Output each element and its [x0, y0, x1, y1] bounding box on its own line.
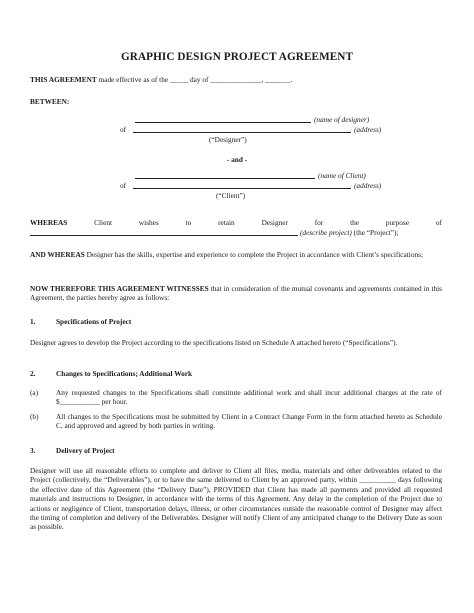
whereas-project-line: [30, 235, 298, 236]
whereas-project-hint: (describe project): [300, 228, 352, 237]
whereas-lead: WHEREAS: [30, 218, 68, 227]
and-whereas-lead: AND WHEREAS: [30, 250, 85, 259]
now-therefore-paragraph: [30, 284, 442, 303]
whereas-word: purpose: [385, 218, 409, 227]
item-label: (b): [30, 412, 39, 421]
whereas-word: wishes: [138, 218, 159, 227]
designer-address-line: [133, 132, 351, 133]
section-number: 2.: [30, 369, 36, 378]
whereas-word: Client: [94, 218, 112, 227]
now-therefore-lead: NOW THEREFORE THIS AGREEMENT WITNESSES: [30, 284, 209, 293]
section-body: Designer agrees to develop the Project according to the specifications listed on Schedule A attached hereto (“Specifications”).: [30, 338, 398, 347]
and-separator: - and -: [226, 155, 248, 164]
and-whereas-paragraph: [30, 250, 442, 259]
client-address-hint: (address): [354, 181, 382, 190]
client-name-hint: (name of Client): [318, 171, 366, 180]
designer-name-line: [135, 122, 311, 123]
whereas-word: retain: [218, 218, 235, 227]
section-heading: Delivery of Project: [56, 446, 115, 455]
whereas-line-2: [300, 228, 398, 237]
now-therefore-text: that in consideration of the mutual covenants and agreements contained in this Agreement, the parties hereby agree as follows:: [30, 284, 442, 303]
client-address-line: [133, 188, 351, 189]
whereas-line-1: [30, 218, 442, 227]
designer-label: (“Designer”): [209, 135, 247, 144]
designer-address-hint: (address): [354, 125, 382, 134]
whereas-word: for: [314, 218, 324, 227]
section-heading: Specifications of Project: [56, 317, 132, 326]
whereas-word: of: [435, 218, 442, 227]
item-text: All changes to the Specifications must be submitted by Client in a Contract Change Form in the form attached hereto as Schedule C, and approved and agreed by both parties in writing.: [56, 412, 442, 431]
client-name-line: [135, 178, 315, 179]
client-label: (“Client”): [216, 191, 246, 200]
whereas-project-tail: (the “Project”);: [353, 228, 399, 237]
between-label: BETWEEN:: [30, 97, 70, 106]
intro-lead: THIS AGREEMENT: [30, 75, 97, 84]
section-number: 3.: [30, 446, 36, 455]
section-number: 1.: [30, 317, 36, 326]
whereas-word: to: [185, 218, 192, 227]
and-whereas-text: Designer has the skills, expertise and experience to complete the Project in accordance with Client’s specifications;: [86, 250, 423, 259]
designer-name-hint: (name of designer): [314, 115, 370, 124]
item-label: (a): [30, 388, 39, 397]
designer-of: of: [120, 125, 127, 134]
section-heading: Changes to Specifications; Additional Work: [56, 369, 193, 378]
intro-line: [30, 75, 292, 84]
whereas-word: the: [350, 218, 360, 227]
client-of: of: [120, 181, 127, 190]
section-body: Designer will use all reasonable efforts to complete and deliver to Client all files, media, materials and other deliverables related to the Project (collectively, the “Deliverables”), or to have the same delivered to Client by an approved party, within __________ days following the effective date of this Agreement (the “Delivery Date”), PROVIDED that Client has made all payments and provided all requested materials and instructions to Designer, in accordance with the terms of this Agreement. Any delay in the completion of the Project due to actions or negligence of Client, transportation delays, illness, or other circumstances outside the reasonable control of Designer may affect the timing of completion and delivery of the Deliverables. Designer will notify Client of any anticipated change to the Delivery Date as soon as possible.: [30, 466, 442, 532]
whereas-word: Designer: [261, 218, 288, 227]
document-title: GRAPHIC DESIGN PROJECT AGREEMENT: [120, 51, 354, 63]
intro-text: made effective as of the _____ day of ______________, _______.: [98, 75, 293, 84]
item-text: Any requested changes to the Specifications shall constitute additional work and shall incur additional charges at the rate of $___________ per hour.: [56, 388, 442, 407]
